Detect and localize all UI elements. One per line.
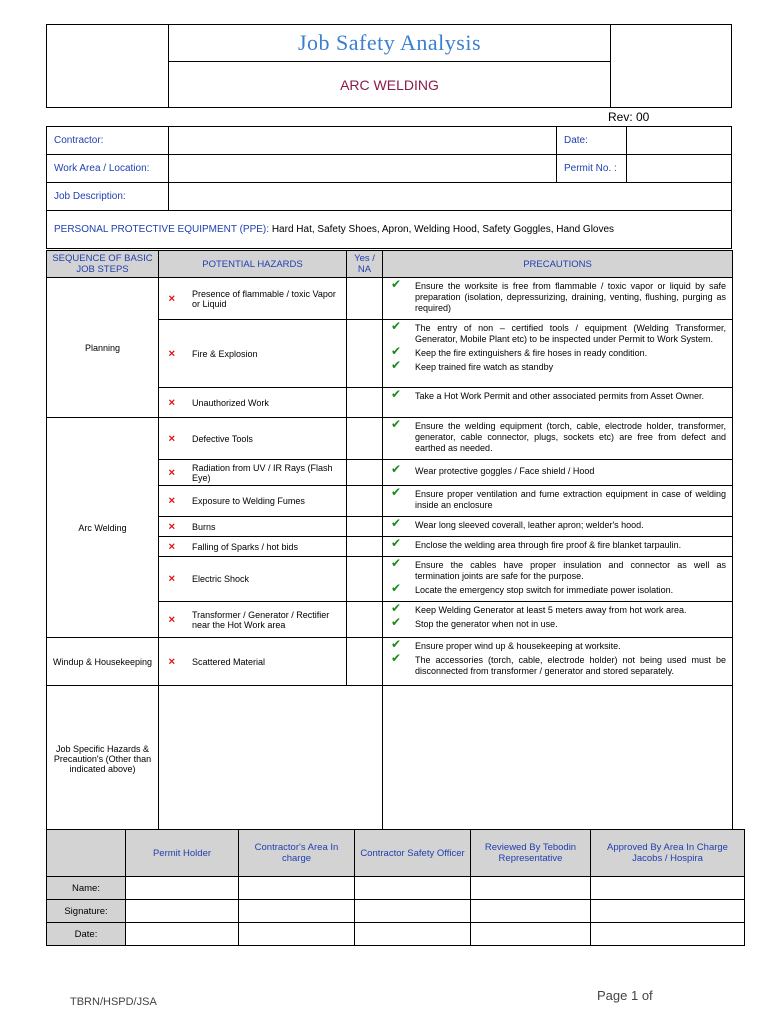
- precaution-text: Keep the fire extinguishers & fire hoses in ready condition.: [415, 348, 648, 358]
- cross-icon: ✕: [168, 521, 176, 531]
- check-icon: ✔: [391, 358, 402, 372]
- date-label: Date:: [557, 127, 627, 155]
- specific-precautions-field[interactable]: [383, 686, 733, 832]
- page-subtitle: ARC WELDING: [169, 62, 611, 108]
- ppe-label: PERSONAL PROTECTIVE EQUIPMENT (PPE):: [54, 224, 270, 235]
- precaution-text: The accessories (torch, cable, electrode holder) not being used must be disconnected from transformer / generator and stored separately.: [415, 655, 726, 676]
- logo-cell-right: [611, 25, 732, 108]
- check-icon: ✔: [391, 637, 402, 651]
- check-icon: ✔: [391, 417, 402, 431]
- hazard-cell: [159, 460, 347, 486]
- precaution-cell: [383, 537, 733, 557]
- check-icon: ✔: [391, 344, 402, 358]
- signoff-field[interactable]: [126, 923, 239, 946]
- permit-no-label: Permit No. :: [557, 155, 627, 183]
- signoff-field[interactable]: [239, 877, 355, 900]
- hazard-text: Electric Shock: [192, 574, 250, 584]
- cross-icon: ✕: [168, 397, 176, 407]
- precaution-text: Ensure the worksite is free from flammable / toxic vapor or liquid by safe preparation (isolation, depressurizing, draining, venting, flushing, purging as required): [415, 281, 726, 313]
- cross-icon: ✕: [168, 573, 176, 584]
- signoff-field[interactable]: [126, 900, 239, 923]
- check-icon: ✔: [391, 516, 402, 530]
- hazard-text: Exposure to Welding Fumes: [192, 496, 305, 506]
- precaution-text: Keep trained fire watch as standby: [415, 362, 554, 372]
- signoff-field[interactable]: [355, 923, 471, 946]
- precaution-text: Ensure proper wind up & housekeeping at worksite.: [415, 641, 621, 651]
- hazard-text: Defective Tools: [192, 433, 253, 444]
- step-arc-welding: Arc Welding: [47, 418, 159, 638]
- precaution-text: Ensure the welding equipment (torch, cable, electrode holder, transformer, generator, cable connector, plugs, sockets etc) are free from defect and earthed as needed.: [415, 421, 726, 453]
- col-precautions: PRECAUTIONS: [383, 251, 733, 278]
- col-sequence: SEQUENCE OF BASIC JOB STEPS: [47, 251, 159, 278]
- precaution-cell: [383, 486, 733, 517]
- hazard-text: Unauthorized Work: [192, 397, 269, 408]
- yesna-cell[interactable]: [347, 602, 383, 638]
- yesna-cell[interactable]: [347, 517, 383, 537]
- cross-icon: ✕: [168, 348, 176, 358]
- permit-no-field[interactable]: [627, 155, 732, 183]
- col-reviewed-by: Reviewed By Tebodin Representative: [471, 830, 591, 877]
- hazard-text: Scattered Material: [192, 656, 266, 667]
- precaution-text: Keep Welding Generator at least 5 meters away from hot work area.: [415, 605, 687, 615]
- hazard-cell: [159, 486, 347, 517]
- precaution-text: Stop the generator when not in use.: [415, 619, 558, 629]
- precaution-text: The entry of non – certified tools / equipment (Welding Transformer, Generator, Mobile Plant etc) to be inspected under Permit to Work System.: [415, 323, 726, 344]
- signoff-field[interactable]: [239, 900, 355, 923]
- table-row: [47, 877, 745, 900]
- work-area-field[interactable]: [169, 155, 557, 183]
- signoff-table: [46, 829, 745, 946]
- row-label-name: Name:: [47, 877, 126, 900]
- cross-icon: ✕: [168, 541, 176, 551]
- check-icon: ✔: [391, 536, 402, 550]
- check-icon: ✔: [391, 581, 402, 595]
- signoff-field[interactable]: [471, 923, 591, 946]
- precaution-cell: [383, 638, 733, 686]
- signoff-field[interactable]: [591, 877, 745, 900]
- precaution-cell: [383, 320, 733, 388]
- precaution-text: Ensure the cables have proper insulation and connector as well as termination joints are safe for the purpose.: [415, 560, 726, 581]
- precaution-cell: [383, 557, 733, 602]
- hazard-cell: [159, 388, 347, 418]
- ppe-row: [47, 211, 732, 249]
- yesna-cell[interactable]: [347, 486, 383, 517]
- info-table: [46, 126, 732, 249]
- col-area-in-charge: Contractor's Area In charge: [239, 830, 355, 877]
- precaution-cell: [383, 517, 733, 537]
- check-icon: ✔: [391, 615, 402, 629]
- check-icon: ✔: [391, 601, 402, 615]
- precaution-text: Take a Hot Work Permit and other associated permits from Asset Owner.: [415, 391, 704, 401]
- hazard-text: Burns: [192, 521, 216, 532]
- job-description-field[interactable]: [169, 183, 732, 211]
- cross-icon: ✕: [168, 656, 176, 666]
- table-row: [47, 638, 733, 686]
- jsa-header-row: [47, 251, 733, 278]
- signoff-field[interactable]: [471, 877, 591, 900]
- cross-icon: ✕: [168, 467, 176, 477]
- hazard-cell: [159, 602, 347, 638]
- precaution-cell: [383, 388, 733, 418]
- cross-icon: ✕: [168, 495, 176, 506]
- col-yesna: Yes / NA: [347, 251, 383, 278]
- hazard-cell: [159, 517, 347, 537]
- hazard-text: Falling of Sparks / hot bids: [192, 541, 299, 552]
- row-label-date: Date:: [47, 923, 126, 946]
- signoff-corner: [47, 830, 126, 877]
- revision-label: Rev: 00: [608, 110, 650, 124]
- signoff-field[interactable]: [591, 923, 745, 946]
- document-code: TBRN/HSPD/JSA: [70, 996, 157, 1008]
- table-row: [47, 923, 745, 946]
- precaution-text: Enclose the welding area through fire proof & fire blanket tarpaulin.: [415, 540, 682, 550]
- precaution-text: Wear long sleeved coverall, leather apron; welder's hood.: [415, 520, 644, 530]
- yesna-cell[interactable]: [347, 537, 383, 557]
- table-row: [47, 686, 733, 832]
- col-approved-by: Approved By Area In Charge Jacobs / Hospira: [591, 830, 745, 877]
- hazard-text: Radiation from UV / IR Rays (Flash Eye): [192, 462, 333, 483]
- col-safety-officer: Contractor Safety Officer: [355, 830, 471, 877]
- yesna-cell[interactable]: [347, 557, 383, 602]
- step-planning: Planning: [47, 278, 159, 418]
- signoff-field[interactable]: [355, 877, 471, 900]
- hazard-text: Presence of flammable / toxic Vapor or Liquid: [192, 288, 336, 309]
- signoff-field[interactable]: [471, 900, 591, 923]
- precaution-cell: [383, 278, 733, 320]
- signoff-field[interactable]: [355, 900, 471, 923]
- table-row: [47, 900, 745, 923]
- hazard-cell: [159, 557, 347, 602]
- date-field[interactable]: [627, 127, 732, 155]
- contractor-label: Contractor:: [47, 127, 169, 155]
- yesna-cell[interactable]: [347, 460, 383, 486]
- check-icon: ✔: [391, 556, 402, 570]
- table-row: [47, 418, 733, 460]
- yesna-cell[interactable]: [347, 418, 383, 460]
- signoff-field[interactable]: [239, 923, 355, 946]
- check-icon: ✔: [391, 277, 402, 291]
- jsa-table: [46, 250, 733, 832]
- hazard-text: Transformer / Generator / Rectifier near the Hot Work area: [192, 609, 330, 630]
- precaution-text: Wear protective goggles / Face shield / Hood: [415, 466, 595, 476]
- precaution-cell: [383, 460, 733, 486]
- hazard-text: Fire & Explosion: [192, 348, 258, 359]
- yesna-cell[interactable]: [347, 638, 383, 686]
- logo-cell-left: [47, 25, 169, 108]
- check-icon: ✔: [391, 462, 402, 476]
- col-permit-holder: Permit Holder: [126, 830, 239, 877]
- ppe-value: Hard Hat, Safety Shoes, Apron, Welding Hood, Safety Goggles, Hand Gloves: [271, 224, 615, 235]
- check-icon: ✔: [391, 387, 402, 401]
- col-hazards: POTENTIAL HAZARDS: [159, 251, 347, 278]
- check-icon: ✔: [391, 485, 402, 499]
- signoff-field[interactable]: [126, 877, 239, 900]
- hazard-cell: [159, 418, 347, 460]
- cross-icon: ✕: [168, 614, 176, 624]
- precaution-text: Locate the emergency stop switch for immediate power isolation.: [415, 585, 674, 595]
- signoff-header-row: [47, 830, 745, 877]
- page-title: Job Safety Analysis: [169, 25, 611, 62]
- yesna-cell[interactable]: [347, 278, 383, 320]
- work-area-label: Work Area / Location:: [47, 155, 169, 183]
- page-number: Page 1 of: [597, 988, 653, 1003]
- check-icon: ✔: [391, 319, 402, 333]
- cross-icon: ✕: [168, 433, 176, 443]
- specific-hazards-field[interactable]: [159, 686, 383, 832]
- hazard-cell: [159, 638, 347, 686]
- cross-icon: ✕: [168, 293, 176, 303]
- check-icon: ✔: [391, 651, 402, 665]
- job-description-label: Job Description:: [47, 183, 169, 211]
- table-row: [47, 278, 733, 320]
- header-table: [46, 24, 732, 108]
- precaution-cell: [383, 602, 733, 638]
- step-job-specific: Job Specific Hazards & Precaution's (Other than indicated above): [47, 686, 159, 832]
- signoff-field[interactable]: [591, 900, 745, 923]
- hazard-cell: [159, 537, 347, 557]
- hazard-cell: [159, 320, 347, 388]
- row-label-signature: Signature:: [47, 900, 126, 923]
- contractor-field[interactable]: [169, 127, 557, 155]
- yesna-cell[interactable]: [347, 320, 383, 388]
- step-windup: Windup & Housekeeping: [47, 638, 159, 686]
- hazard-cell: [159, 278, 347, 320]
- precaution-cell: [383, 418, 733, 460]
- precaution-text: Ensure proper ventilation and fume extraction equipment in case of welding inside an enclosure: [415, 489, 726, 510]
- yesna-cell[interactable]: [347, 388, 383, 418]
